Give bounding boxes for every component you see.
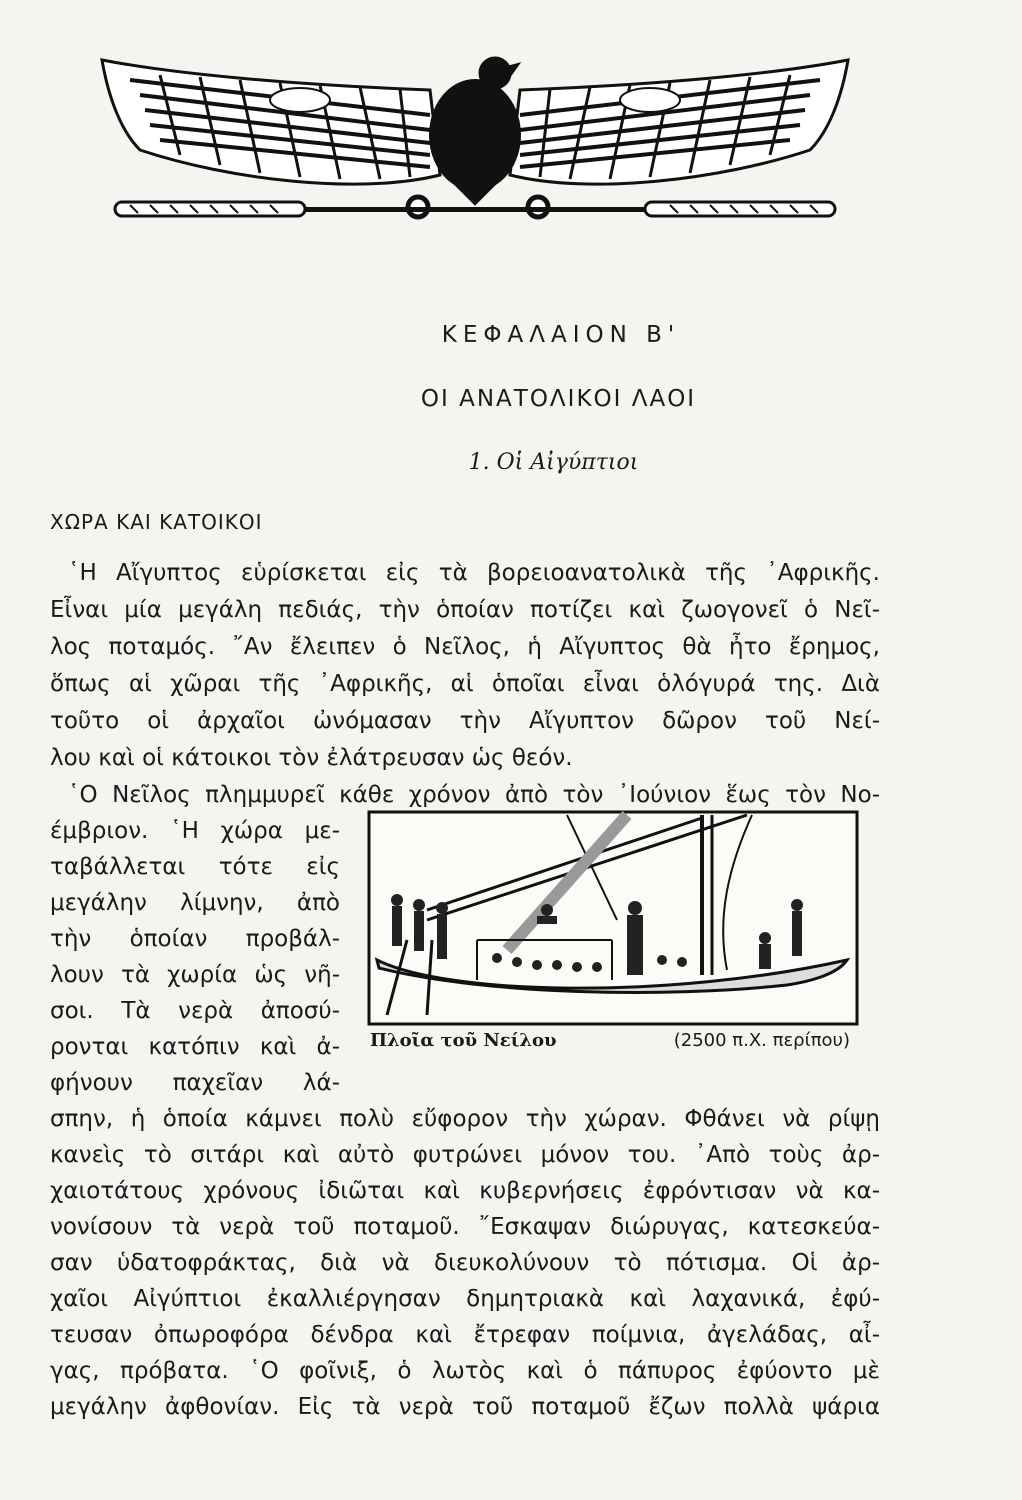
text-line: ρονται κατόπιν καὶ ἀ-: [50, 1034, 340, 1060]
text-line: λουν τὰ χωρία ὡς νῆ-: [50, 962, 340, 988]
subheading: ΧΩΡΑ ΚΑΙ ΚΑΤΟΙΚΟΙ: [50, 510, 263, 534]
text-line: ῾Ο Νεῖλος πλημμυρεῖ κάθε χρόνον ἀπὸ τὸν ᾿Ιούνιον ἕως τὸν Νο-: [68, 782, 880, 808]
text-line: ὅπως αἱ χῶραι τῆς ᾿Αφρικῆς, αἱ ὁποῖαι εἶναι ὁλόγυρά της. Διὰ: [50, 671, 880, 697]
text-line: Εἶναι μία μεγάλη πεδιάς, τὴν ὁποίαν ποτίζει καὶ ζωογονεῖ ὁ Νεῖ-: [50, 597, 880, 623]
text-line: σοι. Τὰ νερὰ ἀποσύ-: [50, 998, 340, 1024]
text-line: τευσαν ὀπωροφόρα δένδρα καὶ ἔτρεφαν ποίμνια, ἀγελάδας, αἶ-: [50, 1322, 880, 1348]
caption-title: Πλοῖα τοῦ Νείλου: [370, 1030, 557, 1051]
text-line: μεγάλην λίμνην, ἀπὸ: [50, 890, 340, 916]
text-line: ῾Η Αἴγυπτος εὑρίσκεται εἰς τὰ βορειοανατολικὰ τῆς ᾿Αφρικῆς.: [68, 560, 880, 586]
text-line: έμβριον. ῾Η χώρα με-: [50, 818, 340, 844]
text-line: νονίσουν τὰ νερὰ τοῦ ποταμοῦ. ῎Εσκαψαν διώρυγας, κατεσκεύα-: [50, 1214, 880, 1240]
text-line: λου καὶ οἱ κάτοικοι τὸν ἐλάτρευσαν ὡς θεόν.: [50, 745, 573, 771]
section-title: 1. Οἱ Αἰγύπτιοι: [468, 450, 639, 475]
caption-date: (2500 π.Χ. περίπου): [673, 1030, 850, 1051]
text-line: φήνουν παχεῖαν λά-: [50, 1070, 340, 1096]
text-line: μεγάλην ἀφθονίαν. Εἰς τὰ νερὰ τοῦ ποταμοῦ ἔζων πολλὰ ψάρια: [50, 1394, 880, 1420]
figure-caption: [370, 1030, 850, 1051]
text-line: κανεὶς τὸ σιτάρι καὶ αὐτὸ φυτρώνει μόνον του. ᾿Απὸ τοὺς ἀρ-: [50, 1142, 880, 1168]
text-line: σπην, ἡ ὁποία κάμνει πολὺ εὔφορον τὴν χώραν. Φθάνει νὰ ρίψῃ: [50, 1106, 880, 1132]
text-line: γας, πρόβατα. ῾Ο φοῖνιξ, ὁ λωτὸς καὶ ὁ πάπυρος ἐφύοντο μὲ: [50, 1358, 880, 1384]
text-line: σαν ὑδατοφράκτας, διὰ νὰ διευκολύνουν τὸ πότισμα. Οἱ ἀρ-: [50, 1250, 880, 1276]
chapter-heading: ΚΕΦΑΛΑΙΟΝ Β': [441, 322, 681, 348]
text-line: ταβάλλεται τότε εἰς: [50, 854, 340, 880]
chapter-title: ΟΙ ΑΝΑΤΟΛΙΚΟΙ ΛΑΟΙ: [420, 386, 697, 412]
text-line: λος ποταμός. ῎Αν ἔλειπεν ὁ Νεῖλος, ἡ Αἴγυπτος θὰ ἦτο ἔρημος,: [50, 634, 880, 660]
text-line: χαῖοι Αἰγύπτιοι ἐκαλλιέργησαν δημητριακὰ καὶ λαχανικά, ἐφύ-: [50, 1286, 880, 1312]
text-line: τοῦτο οἱ ἀρχαῖοι ὠνόμασαν τὴν Αἴγυπτον δῶρον τοῦ Νεί-: [50, 708, 880, 734]
nile-boat-illustration-icon: [367, 810, 859, 1026]
text-line: χαιοτάτους χρόνους ἰδιῶται καὶ κυβερνήσεις ἐφρόντισαν νὰ κα-: [50, 1178, 880, 1204]
winged-vulture-icon: [100, 55, 850, 235]
text-line: τὴν ὁποίαν προβάλ-: [50, 926, 340, 952]
